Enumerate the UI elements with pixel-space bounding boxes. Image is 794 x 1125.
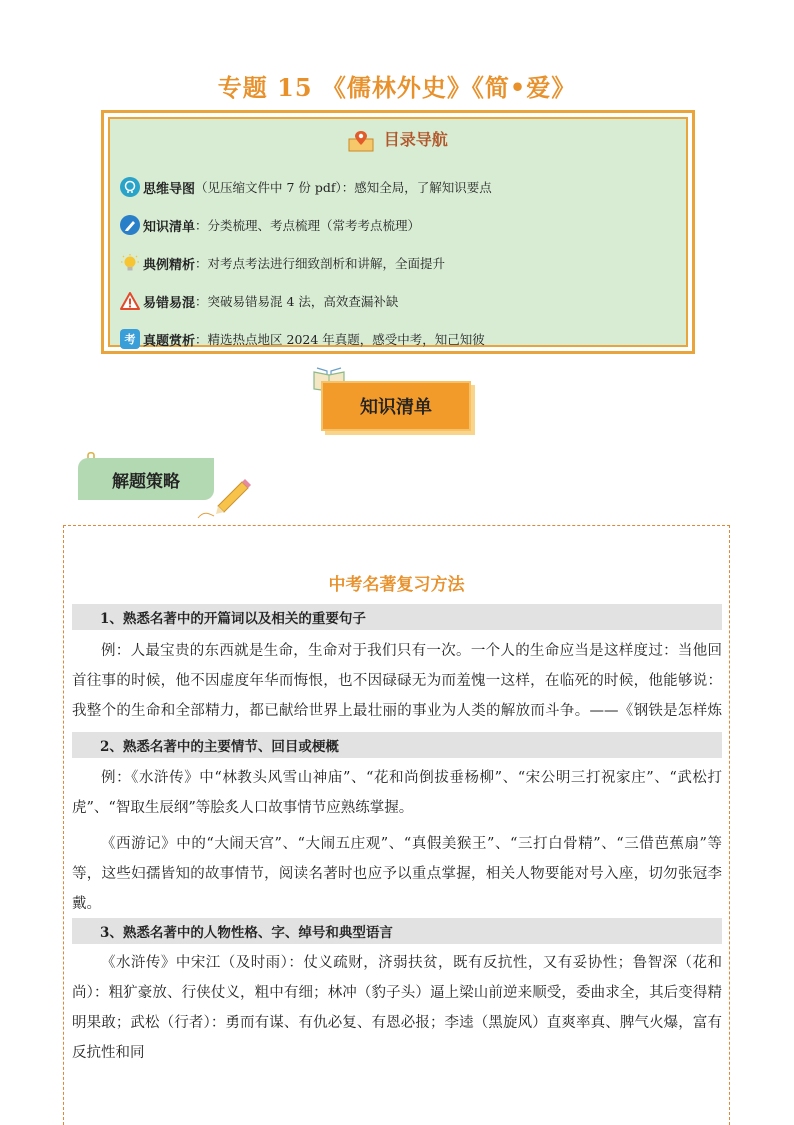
nav-row-desc: ：精选热点地区 2024 年真题，感受中考，知己知彼 [195,332,485,347]
warning-icon [120,291,140,311]
map-pin-icon [348,130,374,152]
nav-row-desc: ：对考点考法进行细致剖析和讲解，全面提升 [195,256,446,271]
subsection-header: 2、熟悉名著中的主要情节、回目或梗概 [72,732,722,758]
paragraph: 《西游记》中的“大闹天宫”、“大闹五庄观”、“真假美猴王”、“三打白骨精”、“三借芭蕉扇”等等，这些妇孺皆知的故事情节，阅读名著时也应予以重点掌握，相关人物要能对号入座，切勿张冠李戴。 [72,836,722,912]
paragraph: 例：人最宝贵的东西就是生命，生命对于我们只有一次。一个人的生命应当是这样度过：当他回首往事的时候，他不因虚度年华而悔恨，也不因碌碌无为而羞愧一这样，在临死的时候，他能够说：我整个的生命和全部精力，都已献给世界上最壮丽的事业为人类的解放而斗争。——《钢铁是怎样炼 [72,643,722,719]
nav-row-desc: （见压缩文件中 7 份 pdf）：感知全局，了解知识要点 [195,180,492,195]
nav-row-knowledge [120,213,676,237]
paragraph: 《水浒传》中宋江（及时雨）：仗义疏财，济弱扶贫，既有反抗性，又有妥协性；鲁智深（花和尚）：粗犷豪放、行侠仗义，粗中有细；林冲（豹子头）逼上梁山前逆来顺受，委曲求全，其后变得精明果敢；武松（行者）：勇而有谋、有仇必复、有恩必报；李逵（黑旋风）直爽率真、脾气火爆，富有反抗性和同 [72,955,722,1061]
nav-row-mindmap [120,175,676,199]
nav-row-desc: ：突破易错易混 4 法，高效查漏补缺 [195,294,399,309]
section-heading: 中考名著复习方法 [328,575,465,595]
nav-row-desc: ：分类梳理、考点梳理（常考考点梳理） [195,218,421,233]
navigation-panel [108,117,688,347]
nav-row-label: 真题赏析 [143,333,196,349]
nav-row-label: 典例精析 [143,257,196,273]
pen-icon [120,215,140,235]
nav-row-examples [120,251,676,275]
brain-icon [120,177,140,197]
navigation-box [101,110,695,354]
strategy-tab: 解题策略 [78,458,214,500]
nav-row-label: 易错易混 [143,295,196,311]
subsection-header: 3、熟悉名著中的人物性格、字、绰号和典型语言 [72,918,722,944]
page-title: 专题 15 《儒林外史》《简•爱》 [217,73,577,102]
navigation-header-label: 目录导航 [383,130,448,149]
kao-icon: 考 [120,329,140,349]
nav-row-label: 知识清单 [143,219,196,235]
subsection-header: 1、熟悉名著中的开篇词以及相关的重要句子 [72,604,722,630]
bulb-icon [120,253,140,273]
nav-row-label: 思维导图 [143,181,196,197]
nav-row-exam [120,327,676,351]
nav-row-mistakes [120,289,676,313]
navigation-header [110,127,686,152]
pencil-icon [196,470,256,520]
knowledge-list-banner: 知识清单 [321,381,471,431]
paragraph: 例：《水浒传》中“林教头风雪山神庙”、“花和尚倒拔垂杨柳”、“宋公明三打祝家庄”、“武松打虎”、“智取生辰纲”等脍炙人口故事情节应熟练掌握。 [72,770,722,816]
